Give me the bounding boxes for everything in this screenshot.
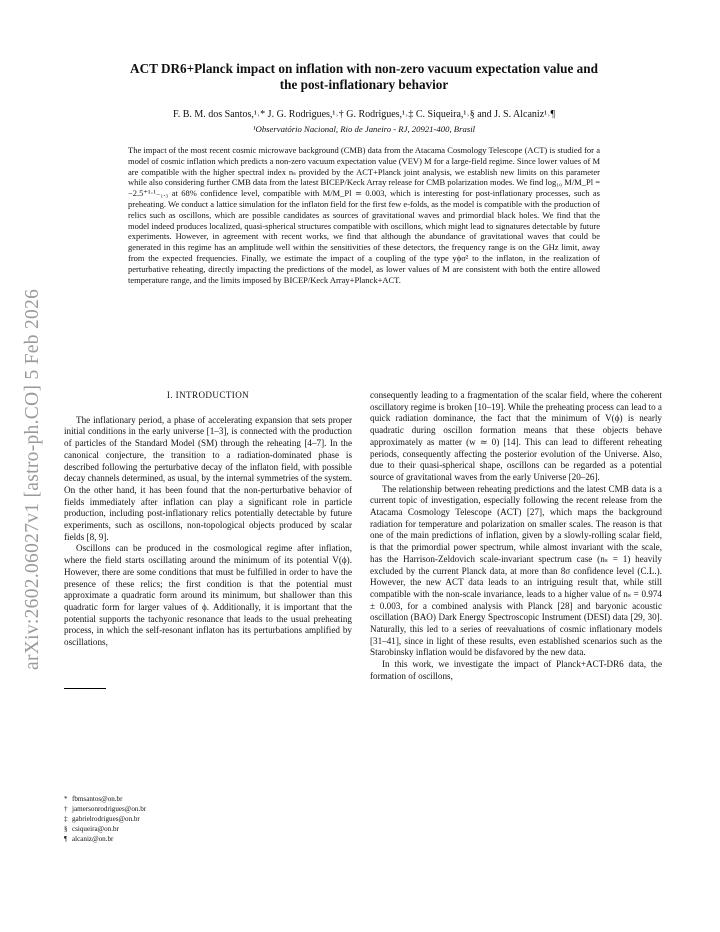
arxiv-stamp-text: arXiv:2602.06027v1 [astro-ph.CO] 5 Feb 2026 xyxy=(22,288,43,670)
left-column xyxy=(64,390,352,649)
paragraph: Oscillons can be produced in the cosmological regime after inflation, where the field starts oscillating around the minimum of its potential V(ϕ). However, there are some conditions that must be fulfilled in order to have the presence of these relics; the first condition is that the potential must approximate a quadratic form around its minimum, but shallower than this quadratic form for larger values of ϕ. Additionally, it is important that the potential supports the tachyonic resonance that leads to the usual preheating process, in which the self-resonant inflaton has its perturbations amplified by oscillations, xyxy=(64,543,352,648)
right-column xyxy=(370,390,662,683)
title-line-1: ACT DR6+Planck impact on inflation with non-zero vacuum expectation value and xyxy=(130,61,598,76)
abstract: The impact of the most recent cosmic microwave background (CMB) data from the Atacama Cosmology Telescope (ACT) is studied for a model of cosmic inflation which predicts a non-zero vacuum expectation value (VEV) M for a large-field regime. Since lower values of M are compatible with the higher spectral index nₛ provided by the ACT+Planck joint analysis, we establish new limits on this parameter while also considering further CMB data from the latest BICEP/Keck Array release for CMB polarization modes. We find log₁₀ M/M_Pl = −2.5⁺¹·¹₋₁.₃ at 68% confidence level, compatible with M/M_Pl ≃ 0.003, which is interesting for post-inflationary processes, such as preheating. We conduct a lattice simulation for the inflaton field for the first few e-folds, as the model is compatible with the production of relics such as oscillons, which are possible candidates as sources of gravitational waves and primordial black holes. We find that the model indeed produces localized, quasi-spherical structures compatible with oscillons, which might lead to signatures detectable by future experiments. However, in agreement with recent works, we find that although the abundance of gravitational waves that could be generated in this regime has an amplitude well within the sensitivities of these detectors, the frequency range is on the GHz limit, away from the expected frequencies. Finally, we estimate the impact of a coupling of the type yϕσ² to the inflaton, in the realization of perturbative reheating, directly impacting the predictions of the model, as lower values of M are consistent with both the entire allowed temperature range, and the limits imposed by BICEP/Keck Array+Planck+ACT. xyxy=(128,145,600,285)
paragraph: The inflationary period, a phase of accelerating expansion that sets proper initial conditions in the early universe [1–3], is connected with the production of particles of the Standard Model (SM) through the reheating [4–7]. In the canonical conjecture, the transition to a radiation-dominated phase is described following the perturbative decay of the inflaton field, with possible decay channels determined, as usual, by the internal symmetries of the system. On the other hand, it has been found that the non-perturbative behavior of fields immediately after inflation can play a significant role in particle production, including post-inflationary relics potentially detectable by future experiments, such as oscillons, non-topological objects produced by scalar fields [8, 9]. xyxy=(64,414,352,542)
footnotes xyxy=(64,794,354,844)
email-link[interactable]: gabrielrodrigues@on.br xyxy=(72,815,140,823)
author-list: F. B. M. dos Santos,¹˒* J. G. Rodrigues,¹˒† G. Rodrigues,¹˒‡ C. Siqueira,¹˒§ and J. S. Alcaniz¹˒¶ xyxy=(172,109,556,120)
paragraph: consequently leading to a fragmentation of the scalar field, where the coherent oscillatory regime is broken [10–19]. While the preheating process can lead to a quick radiation dominance, the fact that the minimum of V(ϕ) is nearly quadratic during oscillon formation means that these objects behave approximately as matter (w ≃ 0) [14]. This can lead to different reheating periods, consequently affecting the posterior evolution of the Universe. Also, due to their quasi-spherical shape, oscillons can be regarded as a potential source of gravitational waves from the early Universe [20–26]. xyxy=(370,390,662,482)
email-link[interactable]: jamersonrodrigues@on.br xyxy=(72,805,147,813)
footnote: ¶ alcaniz@on.br xyxy=(64,835,114,843)
email-link[interactable]: alcaniz@on.br xyxy=(72,835,114,843)
footnote: † jamersonrodrigues@on.br xyxy=(64,805,147,813)
footnote-divider xyxy=(64,688,106,689)
paragraph: In this work, we investigate the impact of Planck+ACT-DR6 data, the formation of oscillons, xyxy=(370,659,662,681)
email-link[interactable]: csiqueira@on.br xyxy=(72,825,119,833)
footnote: ‡ gabrielrodrigues@on.br xyxy=(64,815,140,823)
footnote: * fbmsantos@on.br xyxy=(64,795,123,803)
affiliation: ¹Observatório Nacional, Rio de Janeiro - RJ, 20921-400, Brasil xyxy=(252,124,476,134)
arxiv-stamp xyxy=(2,240,42,670)
title-line-2: the post-inflationary behavior xyxy=(279,77,449,92)
footnote: § csiqueira@on.br xyxy=(64,825,119,833)
paragraph: The relationship between reheating predictions and the latest CMB data is a current topic of investigation, especially following the recent release from the Atacama Cosmology Telescope (ACT) [27], which maps the background radiation for temperature and polarization on smaller scales. The reason is that one of the main predictions of inflation, given by a slowly-rolling scalar field, is that the primordial power spectrum, while almost invariant with the scale, has the Harrison-Zeldovich scale-invariant spectrum case (nₛ = 1) heavily excluded by the current Planck data, at more than 8σ confidence level (C.L.). However, the new ACT data leads to an intriguing result that, while still compatible with the non-scale invariance, leads to a higher value of nₛ = 0.974 ± 0.003, for a combined analysis with Planck [28] and baryonic acoustic oscillation (BAO) Dark Energy Spectroscopic Instrument (DESI) data [29, 30]. Naturally, this led to a series of reevaluations of cosmic inflationary models [31–41], since in light of these results, even established scenarios such as the Starobinsky inflation would be disfavored by the new data. xyxy=(370,483,662,658)
paper-title xyxy=(64,61,664,93)
email-link[interactable]: fbmsantos@on.br xyxy=(72,795,123,803)
section-heading: I. INTRODUCTION xyxy=(166,390,250,400)
